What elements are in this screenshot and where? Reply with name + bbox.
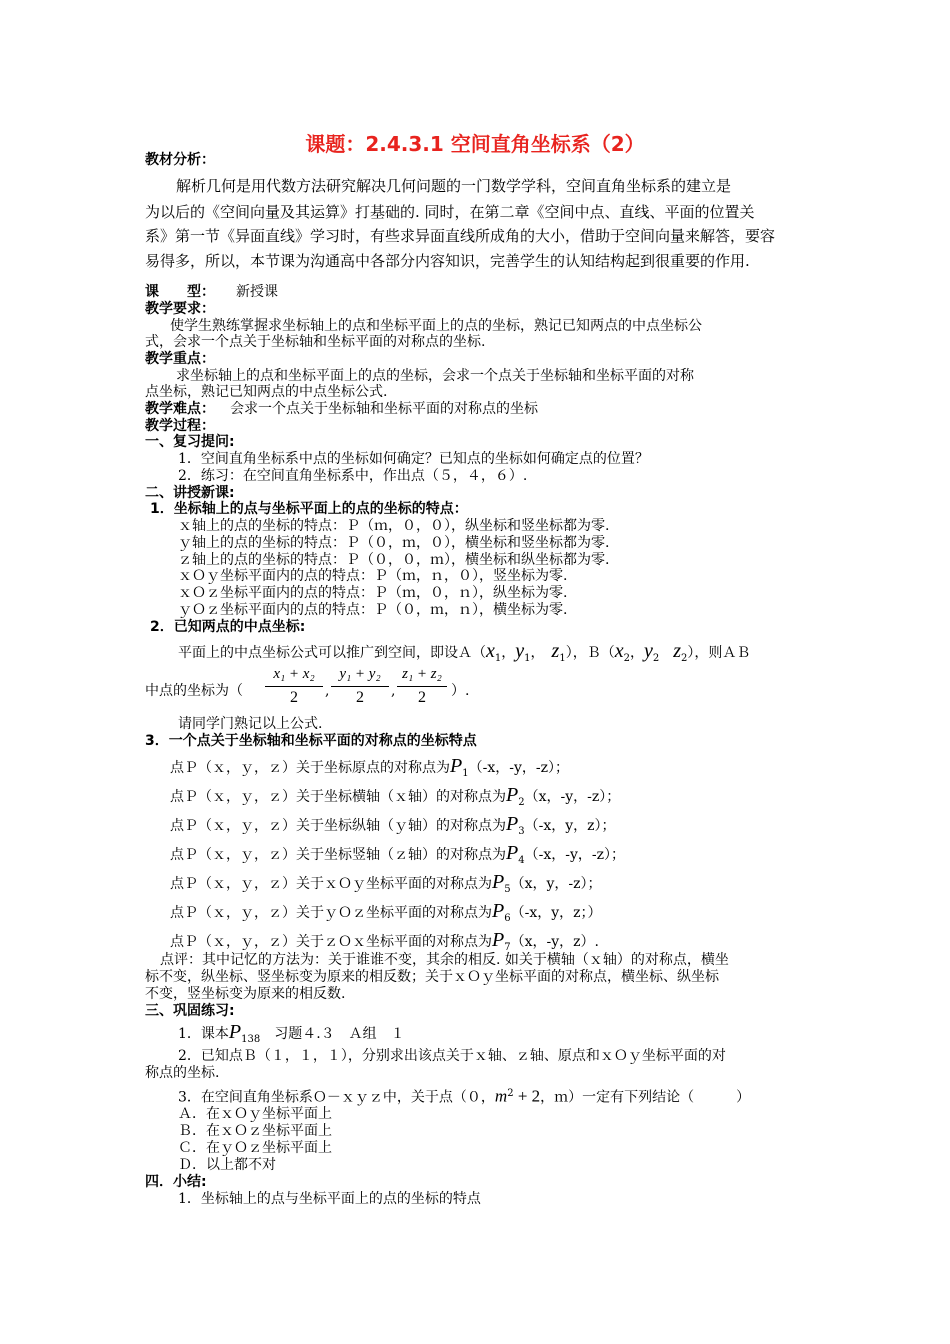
subscript: 1	[524, 652, 531, 664]
practice-heading: 三、巩固练习:	[145, 1003, 235, 1019]
text-run: 点Ｐ（ｘ，ｙ，ｚ）关于坐标原点的对称点为	[170, 760, 450, 776]
superscript: 2	[507, 1088, 514, 1099]
text-run: 点Ｐ（ｘ，ｙ，ｚ）关于ｙＯｚ坐标平面的对称点为	[170, 905, 492, 921]
fraction-denominator: 2	[290, 689, 298, 706]
section-3-heading: 3．一个点关于坐标轴和坐标平面的对称点的坐标特点	[145, 733, 477, 749]
math-expr: + 2	[513, 1086, 541, 1106]
option-d: Ｄ．以上都不对	[178, 1157, 276, 1173]
fraction-z	[397, 666, 447, 707]
text-run: 点Ｐ（ｘ，ｙ，ｚ）关于ｘＯｙ坐标平面的对称点为	[170, 876, 492, 892]
symmetric-point-row	[170, 901, 602, 929]
fraction-bar	[397, 686, 447, 687]
requirements-line: 使学生熟练掌握求坐标轴上的点和坐标平面上的点的坐标，熟记已知两点的中点坐标公	[170, 318, 702, 334]
fraction-denominator: 2	[418, 689, 426, 706]
plane-point-feature: ｘＯｙ坐标平面内的点的特点：Ｐ（ｍ，ｎ，０），竖坐标为零.	[178, 568, 568, 584]
y1-var: y	[515, 640, 525, 662]
fraction-x	[265, 666, 323, 707]
subscript: 3	[518, 825, 525, 837]
symmetric-point-row	[170, 872, 602, 900]
text-run: 点Ｐ（ｘ，ｙ，ｚ）关于坐标纵轴（ｙ轴）的对称点为	[170, 818, 506, 834]
option-a: Ａ．在ｘＯｙ坐标平面上	[178, 1106, 332, 1122]
material-line: 为以后的《空间向量及其运算》打基础的. 同时，在第二章《空间中点、直线、平面的位置关	[145, 203, 755, 221]
axis-point-feature: ｚ轴上的点的坐标的特点：Ｐ（０，０，ｍ），横坐标和纵坐标都为零.	[178, 552, 610, 568]
midpoint-sentence	[178, 641, 750, 669]
z2-var: z	[673, 640, 682, 662]
symmetric-point-row	[170, 843, 625, 871]
text-run: （x，y，-z）；	[510, 876, 602, 892]
point-symbol: P	[492, 929, 505, 951]
subscript: 2	[681, 652, 688, 664]
symmetric-point-row	[170, 785, 620, 813]
point-symbol: P	[506, 784, 519, 806]
option-c: Ｃ．在ｙＯｚ坐标平面上	[178, 1140, 332, 1156]
lesson-type-label: 课 型：	[145, 284, 215, 300]
text-run: ，	[530, 645, 538, 661]
option-b: Ｂ．在ｘＯｚ坐标平面上	[178, 1123, 332, 1139]
text-run: （x，-y，-z）；	[524, 789, 621, 805]
review-question-1: 1．空间直角坐标系中点的坐标如何确定？已知点的坐标如何确定点的位置？	[178, 451, 649, 467]
math-var: m	[494, 1086, 508, 1106]
review-heading: 一、复习提问:	[145, 434, 235, 450]
text-run: ），Ｂ（	[565, 645, 615, 661]
subscript: 2	[518, 796, 525, 808]
text-run: （x，-y，z）.	[510, 934, 599, 950]
z1-var: z	[551, 640, 560, 662]
subscript: 1	[559, 652, 566, 664]
symmetric-point-row	[170, 756, 569, 784]
page-title: 课题：2.4.3.1 空间直角坐标系（2）	[305, 132, 645, 156]
comment-line: 标不变，纵坐标、竖坐标变为原来的相反数；关于ｘＯｙ坐标平面的对称点，横坐标、纵坐标	[145, 969, 719, 985]
key-points-line: 求坐标轴上的点和坐标平面上的点的坐标，会求一个点关于坐标轴和坐标平面的对称	[176, 368, 694, 384]
comment-line: 点评：其中记忆的方法为：关于谁谁不变，其余的相反. 如关于横轴（ｘ轴）的对称点，横坐	[160, 952, 729, 968]
subscript: 2	[623, 652, 630, 664]
subscript: 7	[504, 941, 511, 953]
material-line: 系》第一节《异面直线》学习时，有些求异面直线所成角的大小，借助于空间向量来解答，要容	[145, 227, 776, 245]
comma: ,	[325, 683, 330, 699]
text-run: ，ｍ）一定有下列结论（ ）	[540, 1089, 751, 1106]
material-line: 易得多，所以，本节课为沟通高中各部分内容知识，完善学生的认知结构起到很重要的作用.	[145, 252, 750, 270]
plane-point-feature: ｙＯｚ坐标平面内的点的特点：Ｐ（０，ｍ，ｎ），横坐标为零.	[178, 602, 568, 618]
lesson-type-value: 新授课	[236, 284, 278, 300]
difficulty-heading: 教学难点：	[145, 401, 215, 417]
x2-var: x	[614, 640, 624, 662]
text-run: ），则ＡＢ	[687, 645, 751, 661]
new-lesson-heading: 二、讲授新课:	[145, 485, 235, 501]
practice-item-2-line: 2．已知点Ｂ（１，１，１），分别求出该点关于ｘ轴、ｚ轴、原点和ｘＯｙ坐标平面的对	[178, 1048, 726, 1064]
review-question-2: 2．练习：在空间直角坐标系中，作出点（５，４，６）.	[178, 468, 528, 484]
text-run: （-x，-y，-z）；	[468, 760, 569, 776]
point-symbol: P	[492, 871, 505, 893]
text-run: 3．在空间直角坐标系Ｏ－ｘｙｚ中，关于点（０，	[178, 1089, 495, 1106]
practice-item-1	[178, 1022, 405, 1050]
practice-item-3	[178, 1084, 750, 1108]
practice-item-2-line: 称点的坐标.	[145, 1065, 220, 1081]
process-heading: 教学过程：	[145, 418, 215, 434]
point-symbol: P	[506, 813, 519, 835]
text-run: ，	[629, 645, 644, 661]
subscript: 4	[518, 854, 525, 866]
y2-var: y	[643, 640, 653, 662]
subscript: 1	[494, 652, 502, 664]
text-run: 1．课本	[178, 1026, 229, 1042]
subscript: 6	[504, 912, 511, 924]
text-run: （-x，-y，-z）；	[524, 847, 625, 863]
text-run: ，	[501, 645, 516, 661]
difficulty-text: 会求一个点关于坐标轴和坐标平面的对称点的坐标	[230, 401, 538, 417]
midpoint-label: 中点的坐标为（	[145, 683, 243, 699]
fraction-bar	[265, 686, 323, 687]
text-run: （-x，y，z）；	[524, 818, 616, 834]
point-symbol: P	[492, 900, 505, 922]
fraction-bar	[331, 686, 389, 687]
material-heading: 教材分析：	[145, 152, 215, 168]
axis-point-feature: ｙ轴上的点的坐标的特点：Ｐ（０，ｍ，０），横坐标和竖坐标都为零.	[178, 535, 610, 551]
subscript: 138	[241, 1033, 261, 1045]
section-2-heading: 2．已知两点的中点坐标:	[150, 619, 306, 635]
requirements-heading: 教学要求：	[145, 301, 215, 317]
key-points-heading: 教学重点：	[145, 351, 215, 367]
requirements-line: 式，会求一个点关于坐标轴和坐标平面的对称点的坐标.	[145, 334, 486, 350]
material-line: 解析几何是用代数方法研究解决几何问题的一门数学学科，空间直角坐标系的建立是	[176, 177, 732, 195]
page-symbol: P	[228, 1021, 242, 1043]
subscript: 1	[462, 767, 469, 779]
comma: ,	[391, 683, 396, 699]
text-run: 平面上的中点坐标公式可以推广到空间，即设Ａ（	[178, 645, 486, 661]
text-run: 点Ｐ（ｘ，ｙ，ｚ）关于坐标横轴（ｘ轴）的对称点为	[170, 789, 506, 805]
symmetric-point-row	[170, 814, 616, 842]
fraction-numerator: x₁ + x₂	[273, 666, 315, 682]
fraction-numerator: z₁ + z₂	[402, 666, 442, 682]
summary-heading: 四．小结:	[145, 1174, 207, 1190]
remember-note: 请同学门熟记以上公式.	[178, 716, 323, 732]
text-run: 点Ｐ（ｘ，ｙ，ｚ）关于坐标竖轴（ｚ轴）的对称点为	[170, 847, 506, 863]
subscript: 2	[652, 652, 660, 664]
fraction-y	[331, 666, 389, 707]
summary-item-1: 1．坐标轴上的点与坐标平面上的点的坐标的特点	[178, 1191, 481, 1207]
point-symbol: P	[506, 842, 519, 864]
fraction-denominator: 2	[356, 689, 364, 706]
midpoint-end: ）.	[451, 683, 470, 699]
key-points-line: 点坐标，熟记已知两点的中点坐标公式.	[145, 384, 388, 400]
fraction-numerator: y₁ + y₂	[339, 666, 381, 682]
axis-point-feature: ｘ轴上的点的坐标的特点：Ｐ（ｍ，０，０），纵坐标和竖坐标都为零.	[178, 518, 610, 534]
x1-var: x	[486, 640, 495, 662]
text-run: 点Ｐ（ｘ，ｙ，ｚ）关于ｚＯｘ坐标平面的对称点为	[170, 934, 492, 950]
section-1-heading: 1．坐标轴上的点与坐标平面上的点的坐标的特点：	[150, 501, 468, 517]
text-run: （-x，y，z；）	[510, 905, 602, 921]
subscript: 5	[504, 883, 511, 895]
text-run: 习题４.３ Ａ组 １	[274, 1026, 405, 1042]
point-symbol: P	[450, 755, 463, 777]
comment-line: 不变，竖坐标变为原来的相反数.	[145, 986, 346, 1002]
plane-point-feature: ｘＯｚ坐标平面内的点的特点：Ｐ（ｍ，０，ｎ），纵坐标为零.	[178, 585, 568, 601]
